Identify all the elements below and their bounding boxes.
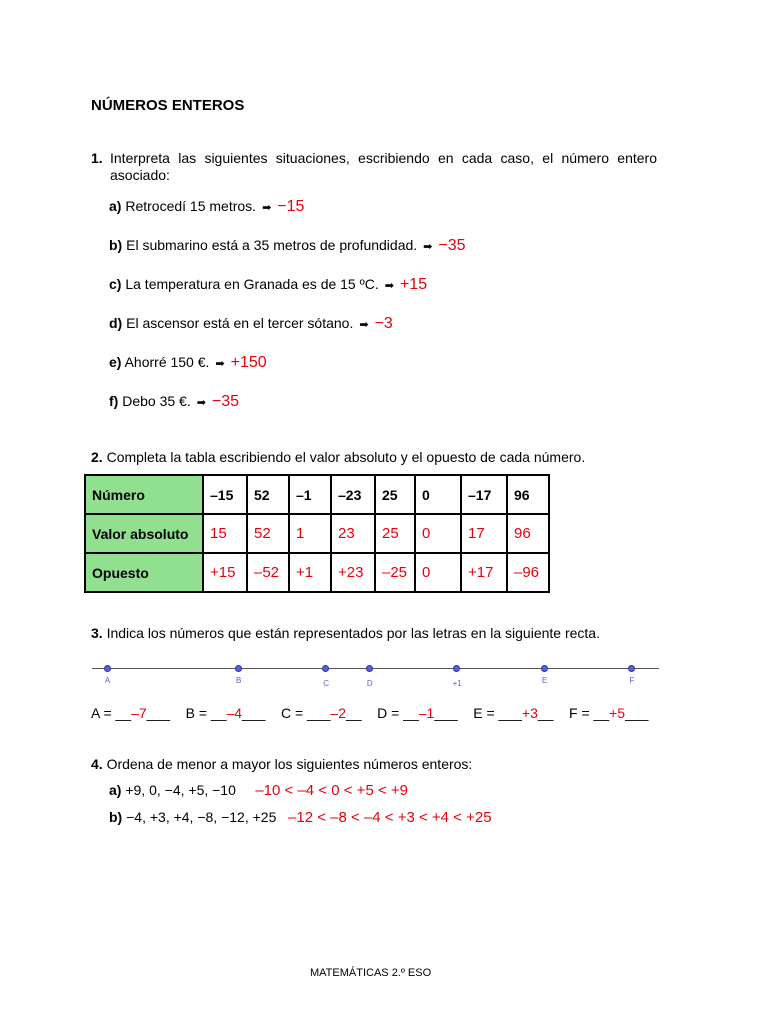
page-title: NÚMEROS ENTEROS [91, 97, 245, 114]
question-number: 3. [91, 625, 103, 641]
question-3 [91, 625, 600, 641]
number-line-point-label: F [629, 676, 635, 685]
question-4 [91, 756, 472, 772]
q1-item-e [109, 354, 267, 372]
answer-f: F = __+5___ [569, 705, 649, 721]
number-line-point-label: E [541, 676, 548, 685]
number-line-point [104, 665, 111, 672]
item-answer: −15 [277, 198, 305, 215]
page-footer: MATEMÁTICAS 2.º ESO [310, 967, 432, 979]
number-line-point-label: +1 [452, 679, 462, 688]
arrow-right-icon: ➡ [262, 202, 272, 214]
row-header: Valor absoluto [85, 514, 203, 553]
table-row [85, 553, 549, 592]
question-number: 4. [91, 756, 103, 772]
item-answer: −3 [374, 315, 393, 332]
q1-item-d [109, 315, 393, 333]
number-line-point [366, 665, 373, 672]
table-cell: 0 [415, 475, 461, 514]
table-cell: –52 [247, 553, 289, 592]
table-cell: +1 [289, 553, 331, 592]
table-row [85, 514, 549, 553]
arrow-right-icon: ➡ [215, 358, 225, 370]
question-text: Indica los números que están representados por las letras en la siguiente recta. [106, 625, 600, 641]
number-line-point [541, 665, 548, 672]
arrow-right-icon: ➡ [423, 241, 433, 253]
q1-item-c [109, 276, 427, 294]
integers-table [84, 474, 550, 593]
question-text: Interpreta las siguientes situaciones, escribiendo en cada caso, el número entero [110, 150, 657, 166]
question-text: Completa la tabla escribiendo el valor absoluto y el opuesto de cada número. [106, 449, 586, 465]
table-cell: +15 [203, 553, 247, 592]
row-header: Número [85, 475, 203, 514]
answer-e: E = ___+3__ [473, 705, 554, 721]
number-line-point [322, 665, 329, 672]
q1-item-b [109, 237, 466, 255]
item-letter: d) [109, 315, 123, 331]
q1-item-a [109, 198, 304, 216]
table-cell: 52 [247, 475, 289, 514]
table-cell: –23 [331, 475, 375, 514]
table-cell: 0 [415, 553, 461, 592]
item-letter: b) [109, 237, 123, 253]
answer-d: D = __–1___ [377, 705, 458, 721]
q1-item-f [109, 393, 239, 411]
question-2 [91, 449, 585, 465]
table-cell: –25 [375, 553, 415, 592]
item-text: Ahorré 150 €. [124, 354, 210, 370]
table-cell: 1 [289, 514, 331, 553]
number-line-point-label: D [366, 679, 373, 688]
number-line-point [628, 665, 635, 672]
number-line-point-label: A [104, 676, 111, 685]
number-line-point [235, 665, 242, 672]
number-line-point-label: C [323, 679, 329, 688]
table-cell: –17 [461, 475, 507, 514]
table-cell: 25 [375, 514, 415, 553]
item-answer: −35 [211, 393, 240, 410]
question-number: 1. [91, 150, 103, 166]
arrow-right-icon: ➡ [196, 397, 206, 409]
table-cell: 96 [507, 514, 549, 553]
table-cell: 25 [375, 475, 415, 514]
question-text: Ordena de menor a mayor los siguientes números enteros: [106, 756, 473, 772]
table-cell: 52 [247, 514, 289, 553]
item-answer: –10 < –4 < 0 < +5 < +9 [255, 782, 408, 799]
question-number: 2. [91, 449, 103, 465]
table-cell: 96 [507, 475, 549, 514]
item-letter: e) [109, 354, 122, 370]
item-answer: +150 [230, 354, 267, 371]
table-cell: 15 [203, 514, 247, 553]
item-text: +9, 0, −4, +5, −10 [125, 782, 236, 798]
letter-answers [91, 705, 648, 721]
item-text: Retrocedí 15 metros. [125, 198, 257, 214]
item-answer: +15 [399, 276, 428, 293]
answer-c: C = ___–2__ [280, 705, 362, 721]
row-header: Opuesto [85, 553, 203, 592]
item-letter: b) [109, 809, 123, 825]
table-row [85, 475, 549, 514]
answer-a: A = __–7___ [91, 705, 171, 721]
question-1 [91, 150, 657, 183]
item-text: El submarino está a 35 metros de profundidad. [126, 237, 418, 253]
number-line-point-label: B [236, 676, 242, 685]
item-text: La temperatura en Granada es de 15 ºC. [125, 276, 379, 292]
item-text: Debo 35 €. [122, 393, 191, 409]
arrow-right-icon: ➡ [359, 319, 369, 331]
table-cell: –96 [507, 553, 549, 592]
item-letter: a) [109, 198, 122, 214]
answer-b: B = __–4___ [185, 705, 266, 721]
item-letter: a) [109, 782, 122, 798]
number-line-axis [92, 668, 659, 669]
arrow-right-icon: ➡ [384, 280, 394, 292]
table-cell: 17 [461, 514, 507, 553]
item-text: −4, +3, +4, −8, −12, +25 [126, 809, 277, 825]
q4-item-a [109, 782, 408, 799]
table-cell: –1 [289, 475, 331, 514]
table-cell: +17 [461, 553, 507, 592]
table-cell: 23 [331, 514, 375, 553]
table-cell: +23 [331, 553, 375, 592]
table-cell: –15 [203, 475, 247, 514]
q4-item-b [109, 809, 492, 826]
number-line-point [453, 665, 460, 672]
table-cell: 0 [415, 514, 461, 553]
question-text-continued: asociado: [110, 167, 170, 183]
item-answer: −35 [438, 237, 466, 254]
item-text: El ascensor está en el tercer sótano. [126, 315, 354, 331]
item-letter: f) [109, 393, 119, 409]
item-answer: –12 < –8 < –4 < +3 < +4 < +25 [288, 809, 492, 826]
item-letter: c) [109, 276, 122, 292]
